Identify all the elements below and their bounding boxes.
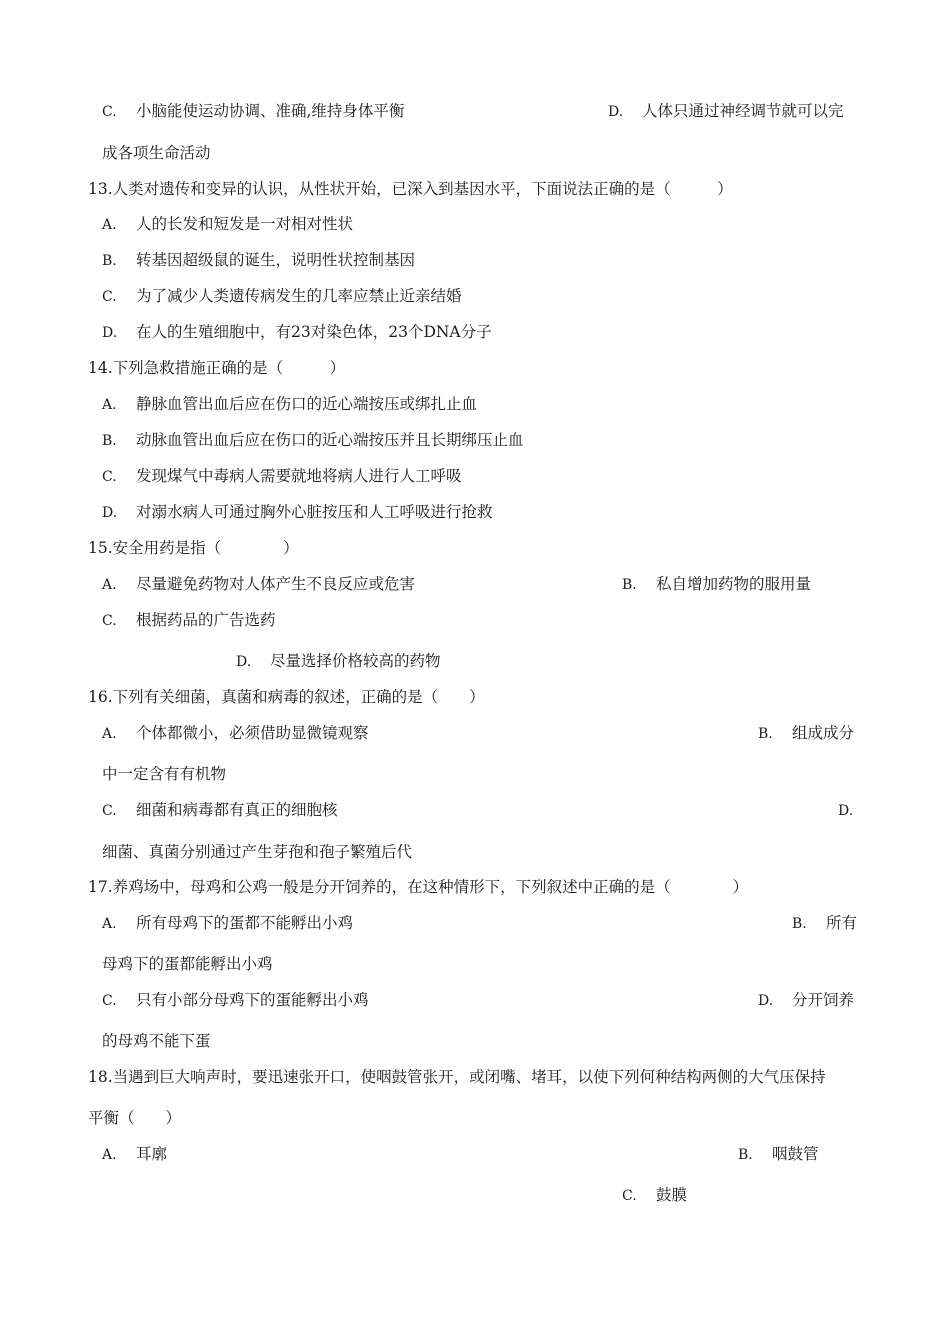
option-letter: A. [102, 726, 117, 742]
option-letter: B. [758, 726, 773, 742]
option-text: 只有小部分母鸡下的蛋能孵出小鸡 [136, 991, 369, 1009]
option-text: 人体只通过神经调节就可以完 [642, 102, 844, 120]
option-letter: D. [838, 803, 854, 819]
option-letter: C. [102, 613, 117, 629]
option-letter: B. [792, 916, 807, 932]
q16-option-c [102, 800, 338, 821]
option-letter: D. [102, 325, 118, 341]
option-letter: C. [622, 1188, 637, 1204]
option-text: 动脉血管出血后应在伤口的近心端按压并且长期绑压止血 [136, 431, 524, 449]
option-text: 静脉血管出血后应在伤口的近心端按压或绑扎止血 [136, 395, 478, 413]
q18-option-a [102, 1144, 167, 1165]
q17-stem: 17.养鸡场中，母鸡和公鸡一般是分开饲养的，在这种情形下，下列叙述中正确的是（ ） [88, 878, 749, 896]
option-letter: C. [102, 104, 117, 120]
option-letter: B. [738, 1147, 753, 1163]
q13-option-c [102, 286, 462, 307]
option-text: 所有母鸡下的蛋都不能孵出小鸡 [136, 914, 354, 932]
q12-option-d [608, 101, 844, 122]
q16-option-b [758, 723, 854, 744]
q17-option-b [792, 913, 857, 934]
q18-stem: 18.当遇到巨大响声时，要迅速张开口，使咽鼓管张开，或闭嘴、堵耳，以使下列何种结构两侧的大气压保持 [88, 1068, 826, 1086]
option-letter: C. [102, 993, 117, 1009]
q15-option-d [236, 651, 441, 672]
option-text: 咽鼓管 [772, 1145, 819, 1163]
option-text: 尽量避免药物对人体产生不良反应或危害 [136, 575, 416, 593]
option-letter: D. [758, 993, 774, 1009]
option-letter: A. [102, 397, 117, 413]
q16-option-d [838, 800, 853, 821]
option-text: 小脑能使运动协调、准确,维持身体平衡 [136, 102, 405, 120]
option-text: 对溺水病人可通过胸外心脏按压和人工呼吸进行抢救 [136, 503, 493, 521]
q17-option-c [102, 990, 369, 1011]
option-text: 鼓膜 [656, 1186, 688, 1204]
q16-option-b-continuation: 中一定含有有机物 [102, 765, 227, 783]
option-text: 耳廓 [136, 1145, 168, 1163]
option-letter: A. [102, 217, 117, 233]
option-text: 分开饲养 [792, 991, 855, 1009]
option-text: 根据药品的广告选药 [136, 611, 276, 629]
option-letter: A. [102, 1147, 117, 1163]
q14-option-b [102, 430, 524, 451]
q17-option-d [758, 990, 854, 1011]
option-text: 为了减少人类遗传病发生的几率应禁止近亲结婚 [136, 287, 462, 305]
q16-stem: 16.下列有关细菌，真菌和病毒的叙述，正确的是（ ） [88, 688, 485, 706]
q14-stem: 14.下列急救措施正确的是（ ） [88, 359, 346, 377]
option-text: 私自增加药物的服用量 [656, 575, 812, 593]
q13-option-b [102, 250, 415, 271]
q15-option-b [622, 574, 811, 595]
q15-option-a [102, 574, 415, 595]
q17-option-b-continuation: 母鸡下的蛋都能孵出小鸡 [102, 955, 273, 973]
option-letter: D. [608, 104, 624, 120]
option-letter: C. [102, 469, 117, 485]
option-text: 在人的生殖细胞中，有23对染色体，23个DNA分子 [136, 323, 492, 341]
q18-option-b [738, 1144, 819, 1165]
q12-option-d-continuation: 成各项生命活动 [102, 144, 211, 162]
q13-option-d [102, 322, 492, 343]
option-letter: A. [102, 916, 117, 932]
option-letter: C. [102, 803, 117, 819]
option-text: 尽量选择价格较高的药物 [270, 652, 441, 670]
q17-option-a [102, 913, 353, 934]
option-letter: C. [102, 289, 117, 305]
option-letter: D. [236, 654, 252, 670]
q13-stem: 13.人类对遗传和变异的认识，从性状开始，已深入到基因水平，下面说法正确的是（ ） [88, 180, 733, 198]
option-letter: B. [622, 577, 637, 593]
q16-option-a [102, 723, 369, 744]
q18-option-c [622, 1185, 687, 1206]
option-letter: B. [102, 433, 117, 449]
option-text: 所有 [826, 914, 858, 932]
q14-option-d [102, 502, 493, 523]
option-text: 组成成分 [792, 724, 855, 742]
q12-option-c [102, 101, 404, 122]
option-letter: D. [102, 505, 118, 521]
q13-option-a [102, 214, 353, 235]
option-letter: A. [102, 577, 117, 593]
q16-option-d-continuation: 细菌、真菌分别通过产生芽孢和孢子繁殖后代 [102, 843, 413, 861]
q17-option-d-continuation: 的母鸡不能下蛋 [102, 1032, 211, 1050]
option-text: 个体都微小，必须借助显微镜观察 [136, 724, 369, 742]
option-text: 发现煤气中毒病人需要就地将病人进行人工呼吸 [136, 467, 462, 485]
option-letter: B. [102, 253, 117, 269]
q18-stem-continuation: 平衡（ ） [88, 1109, 182, 1127]
option-text: 转基因超级鼠的诞生，说明性状控制基因 [136, 251, 416, 269]
q14-option-c [102, 466, 462, 487]
option-text: 人的长发和短发是一对相对性状 [136, 215, 354, 233]
q14-option-a [102, 394, 477, 415]
option-text: 细菌和病毒都有真正的细胞核 [136, 801, 338, 819]
q15-stem: 15.安全用药是指（ ） [88, 539, 299, 557]
q15-option-c [102, 610, 276, 631]
